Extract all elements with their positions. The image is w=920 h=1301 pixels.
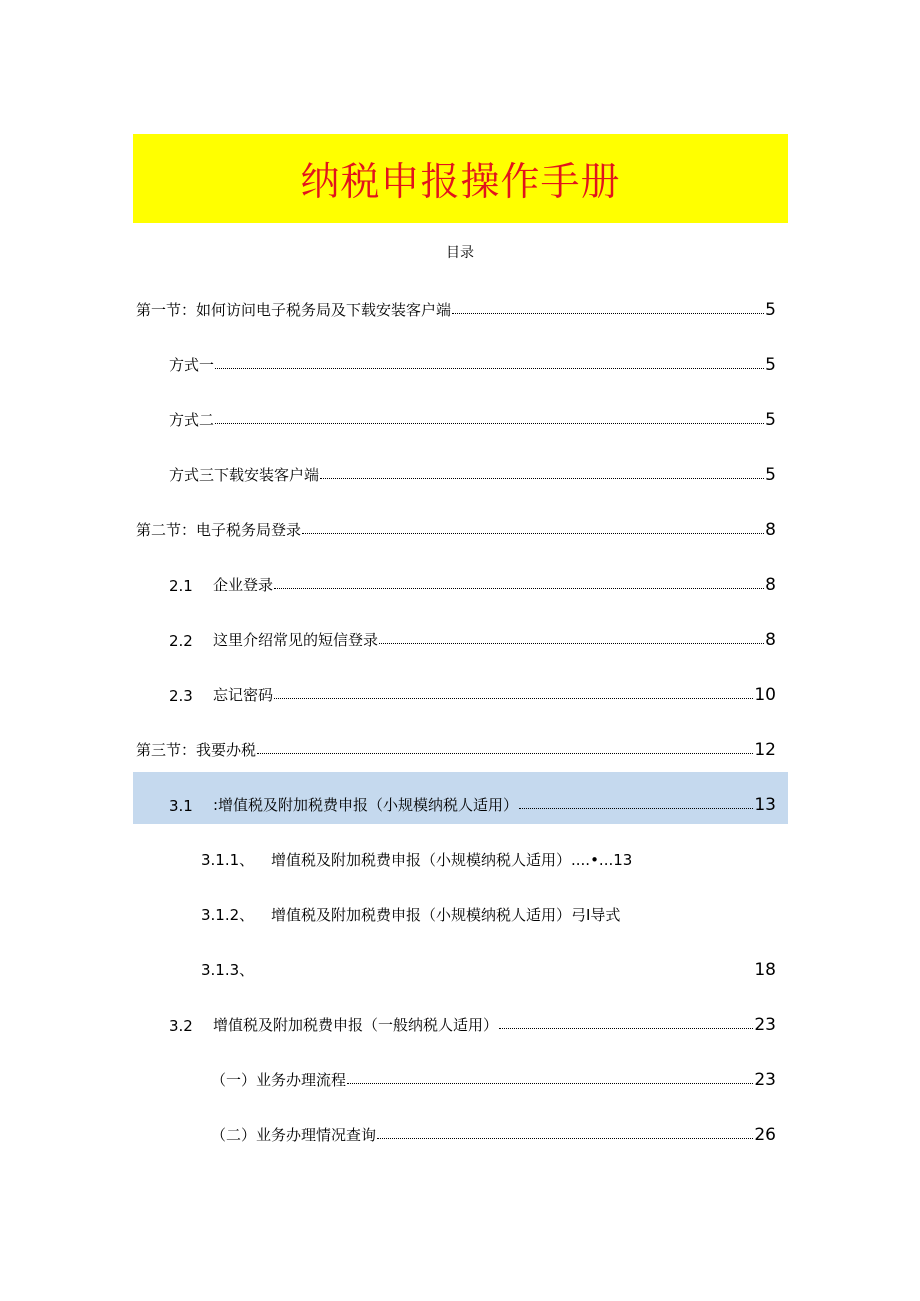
toc-entry-number: 3.1.1、 [201,851,255,869]
toc-entry-page: 10 [754,685,776,705]
toc-entry-page: 5 [765,300,776,320]
document-title: 纳税申报操作手册 [300,159,621,205]
dot-leader [347,1083,753,1084]
dot-leader [320,478,764,479]
dot-leader [215,423,764,424]
toc-entry-label: 增值税及附加税费申报（小规模纳税人适用）....•...13 [271,851,633,869]
dot-leader [257,753,753,754]
toc-entry-page: 8 [765,575,776,595]
dot-leader [499,1028,753,1029]
toc-entry-label: 增值税及附加税费申报（一般纳税人适用） [213,1016,499,1034]
toc-entry-label: 方式二 [169,411,215,429]
toc-entry-section-3[interactable] [136,730,776,760]
toc-entry-2-1[interactable] [169,565,776,595]
toc-entry-page: 12 [754,740,776,760]
toc-entry-page: 8 [765,630,776,650]
toc-entry-page: 13 [754,795,776,815]
toc-entry-2-3[interactable] [169,675,776,705]
toc-entry-method-1[interactable] [169,345,776,375]
toc-entry-page: 5 [765,410,776,430]
toc-entry-label: 忘记密码 [213,686,274,704]
toc-entry-3-2-b[interactable] [211,1115,776,1145]
dot-leader [379,643,764,644]
toc-entry-label: 增值税及附加税费申报（小规模纳税人适用）弓I导式 [271,906,621,924]
toc-entry-label: 这里介绍常见的短信登录 [213,631,379,649]
dot-leader [215,368,764,369]
toc-entry-number: 2.1 [169,577,193,595]
toc-entry-label: 第二节：电子税务局登录 [136,521,302,539]
toc-entry-page: 5 [765,355,776,375]
toc-entry-method-2[interactable] [169,400,776,430]
dot-leader [377,1138,753,1139]
toc-entry-label: （二）业务办理情况查询 [211,1126,377,1144]
toc-entry-label: 第三节：我要办税 [136,741,257,759]
toc-entry-section-2[interactable] [136,510,776,540]
toc-entry-page: 26 [754,1125,776,1145]
toc-entry-section-1[interactable] [136,290,776,320]
dot-leader [274,698,753,699]
toc-entry-3-1-2[interactable] [201,895,776,925]
toc-entry-number: 3.2 [169,1017,193,1035]
toc-entry-3-2[interactable] [169,1005,776,1035]
toc-entry-page: 18 [754,960,776,980]
title-banner [133,134,788,223]
toc-entry-page: 23 [754,1015,776,1035]
toc-entry-number: 3.1 [169,797,193,815]
toc-entry-label: 第一节：如何访问电子税务局及下载安装客户端 [136,301,452,319]
toc-entry-label: （一）业务办理流程 [211,1071,347,1089]
dot-leader [274,588,764,589]
toc-heading: 目录 [446,245,474,261]
toc-entry-page: 23 [754,1070,776,1090]
toc-entry-number: 2.2 [169,632,193,650]
toc-entry-2-2[interactable] [169,620,776,650]
toc-entry-3-1[interactable] [169,785,776,815]
toc-entry-method-3[interactable] [169,455,776,485]
dot-leader [302,533,764,534]
dot-leader [452,313,764,314]
toc-entry-label: 方式一 [169,356,215,374]
toc-entry-number: 2.3 [169,687,193,705]
toc-entry-label: :增值税及附加税费申报（小规模纳税人适用） [213,796,519,814]
toc-entry-3-1-3[interactable] [201,950,776,980]
dot-leader [519,808,753,809]
toc-entry-label: 企业登录 [213,576,274,594]
toc-entry-number: 3.1.3、 [201,961,255,979]
toc-entry-3-1-1[interactable] [201,840,776,870]
toc-entry-page: 8 [765,520,776,540]
toc-entry-page: 5 [765,465,776,485]
toc-entry-label: 方式三下载安装客户端 [169,466,320,484]
toc-entry-3-2-a[interactable] [211,1060,776,1090]
toc-entry-number: 3.1.2、 [201,906,255,924]
